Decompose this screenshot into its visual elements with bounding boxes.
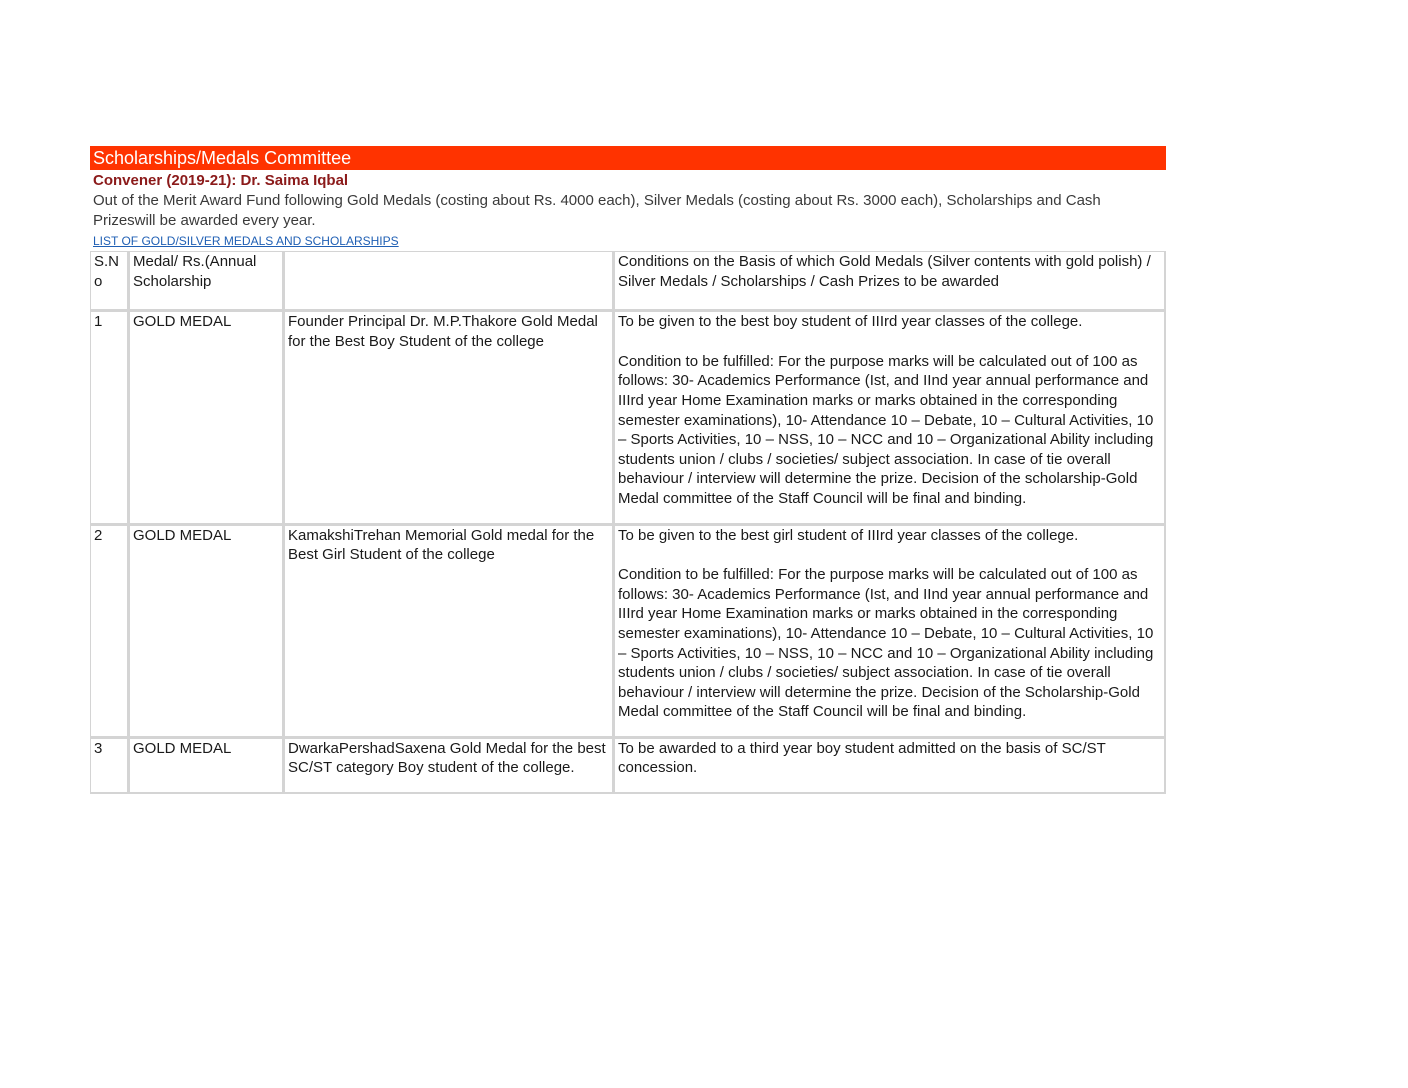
medals-list-link[interactable]: LIST OF GOLD/SILVER MEDALS AND SCHOLARSHIPS xyxy=(93,234,399,248)
row-sno: 1 xyxy=(90,311,129,524)
row-medal: GOLD MEDAL xyxy=(129,311,284,524)
intro-paragraph: Out of the Merit Award Fund following Gold Medals (costing about Rs. 4000 each), Silver Medals (costing about Rs. 3000 each), Scholarships and Cash Prizeswill be awarded every year. xyxy=(93,192,1101,229)
condition-line: To be given to the best boy student of IIIrd year classes of the college. xyxy=(618,313,1083,331)
document-page xyxy=(90,146,1166,845)
row-medal: GOLD MEDAL xyxy=(129,738,284,794)
header-name xyxy=(284,251,614,311)
condition-line: To be awarded to a third year boy student admitted on the basis of SC/ST concession. xyxy=(618,739,1106,777)
row-award-name: Founder Principal Dr. M.P.Thakore Gold Medal for the Best Boy Student of the college xyxy=(284,311,614,524)
header-medal: Medal/ Rs.(Annual Scholarship xyxy=(129,251,284,311)
table-row xyxy=(90,738,1166,794)
medals-table xyxy=(90,251,1166,794)
row-award-name: DwarkaPershadSaxena Gold Medal for the best SC/ST category Boy student of the college. xyxy=(284,738,614,794)
row-sno: 2 xyxy=(90,525,129,738)
row-award-name: KamakshiTrehan Memorial Gold medal for the Best Girl Student of the college xyxy=(284,525,614,738)
condition-line: To be given to the best girl student of IIIrd year classes of the college. xyxy=(618,526,1079,544)
row-medal: GOLD MEDAL xyxy=(129,525,284,738)
table-row xyxy=(90,525,1166,738)
header-conditions: Conditions on the Basis of which Gold Medals (Silver contents with gold polish) / Silver Medals / Scholarships / Cash Prizes to be awarded xyxy=(614,251,1166,311)
row-conditions xyxy=(614,525,1166,738)
condition-detail: Condition to be fulfilled: For the purpose marks will be calculated out of 100 as follows: 30- Academics Performance (Ist, and IInd year annual performance and IIIrd year Home Examination marks or marks obtained in the corresponding semester examinations), 10- Attendance 10 – Debate, 10 – Cultural Activities, 10 – Sports Activities, 10 – NSS, 10 – NCC and 10 – Organizational Ability including students union / clubs / societies/ subject association. In case of tie overall behaviour / interview will determine the prize. Decision of the scholarship-Gold Medal committee of the Staff Council will be final and binding. xyxy=(618,352,1154,507)
row-conditions xyxy=(614,738,1166,794)
table-header-row xyxy=(90,251,1166,311)
page-title: Scholarships/Medals Committee xyxy=(90,146,1166,170)
condition-detail: Condition to be fulfilled: For the purpose marks will be calculated out of 100 as follows: 30- Academics Performance (Ist, and IInd year annual performance and IIIrd year Home Examination marks or marks obtained in the corresponding semester examinations), 10- Attendance 10 – Debate, 10 – Cultural Activities, 10 – Sports Activities, 10 – NSS, 10 – NCC and 10 – Organizational Ability including students union / clubs / societies/ subject association. In case of tie overall behaviour / interview will determine the prize. Decision of the Scholarship-Gold Medal committee of the Staff Council will be final and binding. xyxy=(618,566,1154,721)
header-sno: S.N o xyxy=(90,251,129,311)
table-row xyxy=(90,311,1166,524)
row-conditions xyxy=(614,311,1166,524)
convener-line: Convener (2019-21): Dr. Saima Iqbal xyxy=(93,172,349,189)
row-sno: 3 xyxy=(90,738,129,794)
table-viewport xyxy=(90,251,1166,845)
